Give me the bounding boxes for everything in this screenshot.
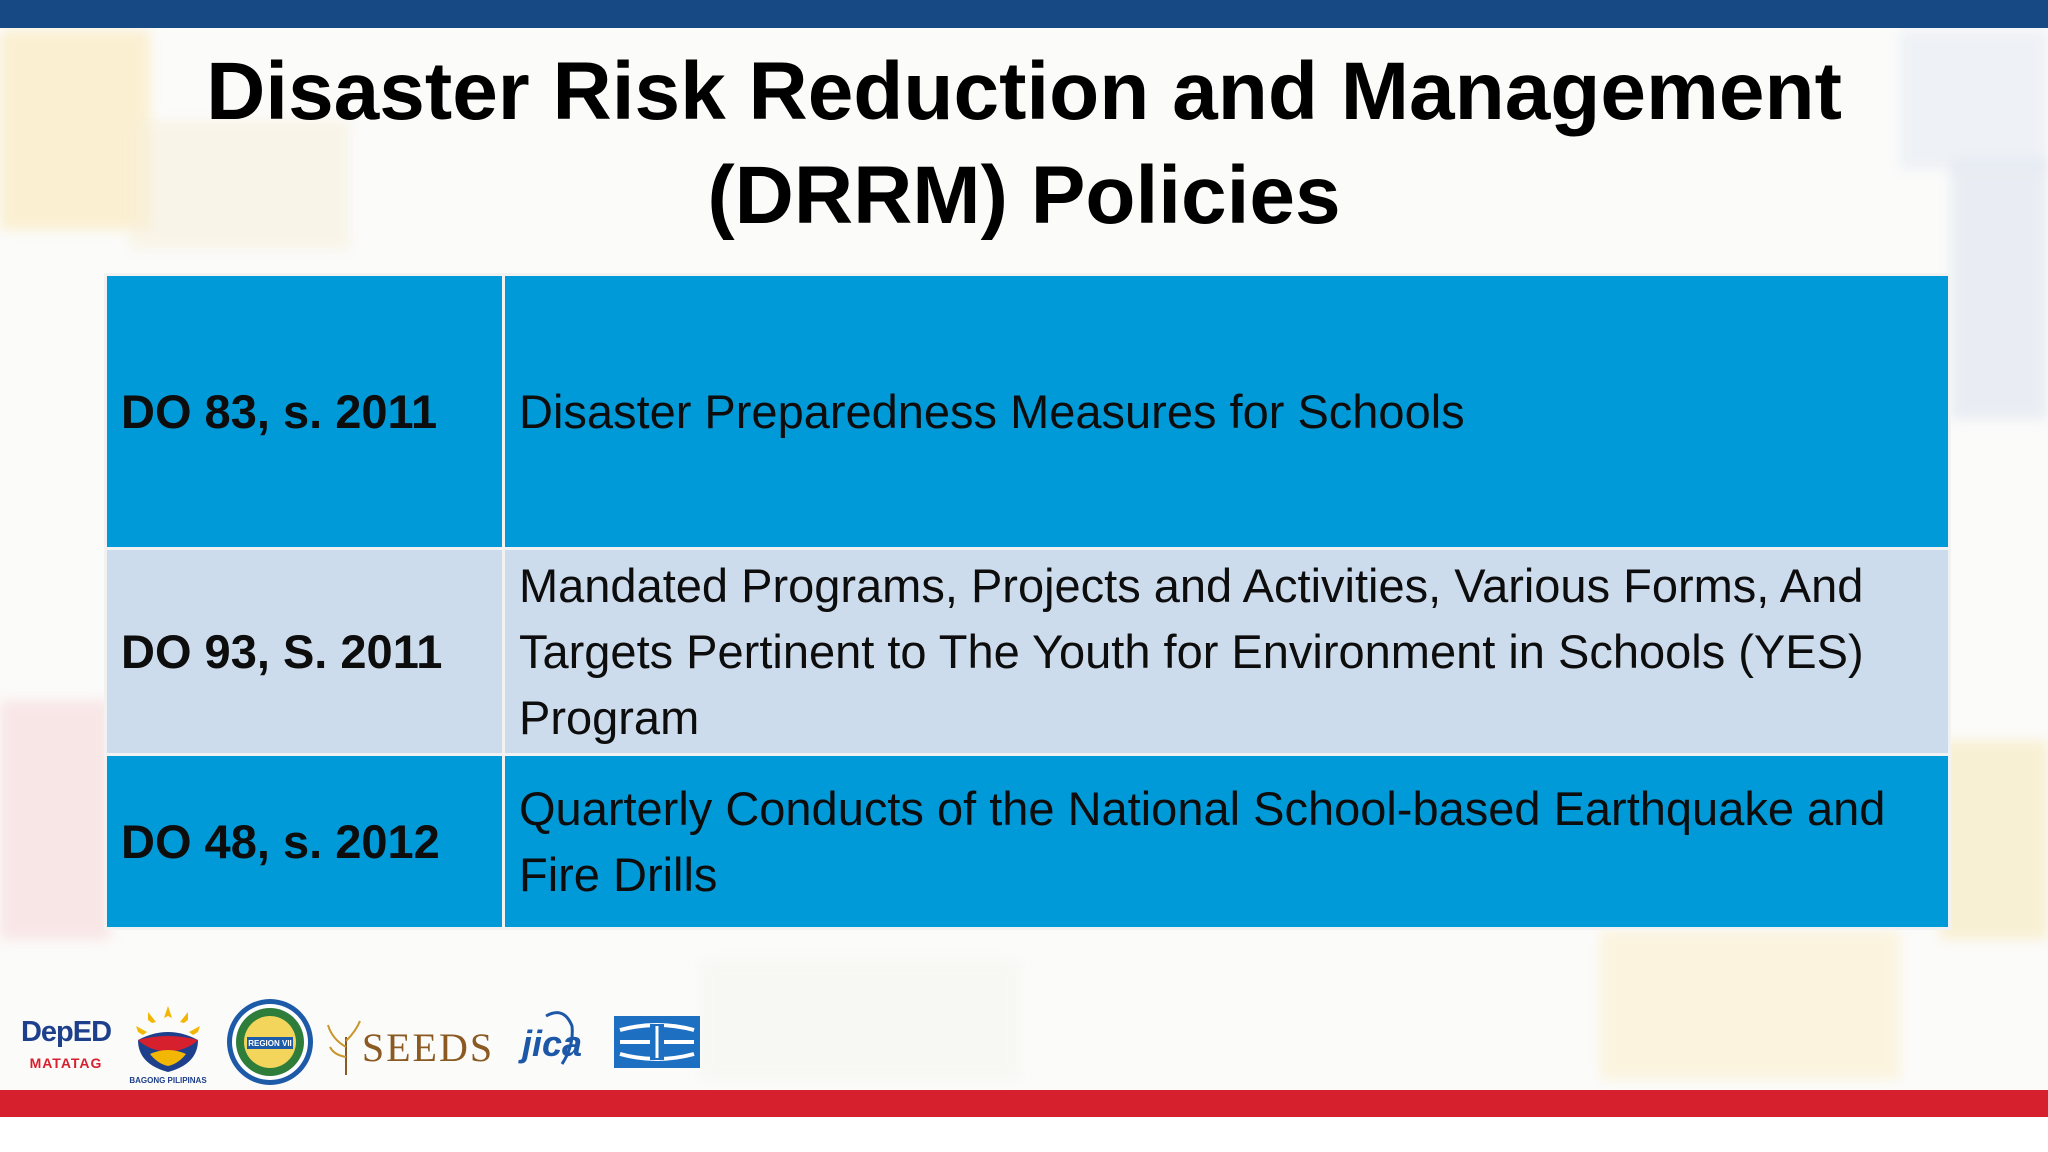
bg-square — [1950, 160, 2048, 420]
seeds-logo — [322, 1012, 498, 1082]
region-seal-icon — [225, 997, 315, 1087]
bagong-pilipinas-logo — [120, 1000, 216, 1088]
bg-square — [1600, 930, 1900, 1080]
deped-matatag-logo — [18, 1003, 114, 1083]
agency-wave-icon — [614, 1016, 700, 1068]
matatag-logo-text: MATATAG — [29, 1054, 103, 1071]
bottom-bar — [0, 1090, 2048, 1117]
bg-square — [0, 700, 110, 940]
policy-title: Mandated Programs, Projects and Activities, Various Forms, And Targets Pertinent to The Youth for Environment in Schools (YES) Program — [504, 549, 1950, 755]
table-row — [106, 755, 1950, 929]
title-line-2: (DRRM) Policies — [707, 150, 1341, 241]
policy-code: DO 48, s. 2012 — [106, 755, 504, 929]
jica-swoosh-icon — [544, 1006, 574, 1066]
bagong-pilipinas-emblem-icon — [128, 1004, 208, 1074]
policy-table — [104, 273, 1951, 930]
title-line-1: Disaster Risk Reduction and Management — [206, 46, 1842, 137]
jica-logo — [506, 1004, 598, 1084]
table-row — [106, 275, 1950, 549]
region-seal-logo — [224, 996, 316, 1088]
policy-code: DO 93, S. 2011 — [106, 549, 504, 755]
policy-code: DO 83, s. 2011 — [106, 275, 504, 549]
slide-title — [120, 40, 1928, 248]
top-bar — [0, 0, 2048, 28]
agency-blue-logo — [614, 1016, 700, 1068]
seeds-sprout-icon — [326, 1017, 362, 1077]
policy-title: Disaster Preparedness Measures for Schools — [504, 275, 1950, 549]
seeds-logo-text: SEEDS — [361, 1024, 495, 1070]
region-seal-text: REGION VII — [248, 1039, 292, 1048]
bg-square — [700, 960, 1020, 1080]
bg-square — [1940, 740, 2048, 940]
bagong-pilipinas-caption: BAGONG PILIPINAS — [129, 1075, 207, 1085]
table-row — [106, 549, 1950, 755]
bottom-stripe — [0, 1117, 2048, 1152]
policy-title: Quarterly Conducts of the National School-based Earthquake and Fire Drills — [504, 755, 1950, 929]
jica-logo-text: jica — [521, 1023, 583, 1064]
deped-logo-text: DepED — [20, 1015, 112, 1048]
